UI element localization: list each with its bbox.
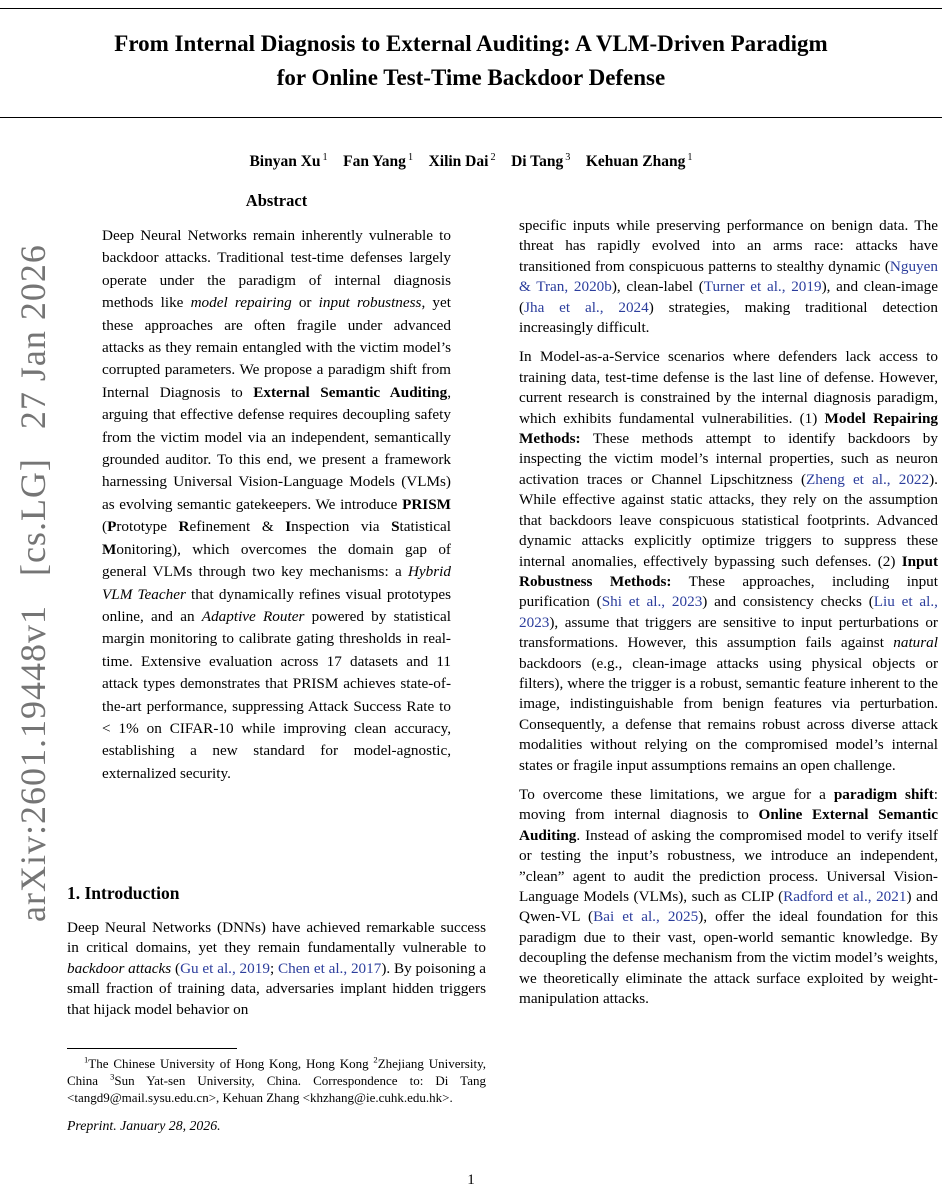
authors-line (0, 153, 942, 171)
text-segment: R (178, 518, 190, 536)
text-segment: efinement & (189, 518, 286, 536)
text-segment: ) and Qwen-VL ( (519, 888, 938, 926)
text-segment: Xilin Dai (428, 153, 489, 170)
paper-title (0, 27, 942, 95)
text-segment: 2 (488, 151, 496, 163)
text-segment: model repairing (190, 294, 292, 312)
text-segment: , arguing that effective defense requires decoupling safety from the victim model via an independent, semantically grounded auditor. To this end, we present a framework harnessing Universal Vision-Language Models (VLMs) as evolving semantic gatekeepers. We introduce (102, 383, 451, 513)
text-segment: Adaptive Router (201, 607, 305, 625)
text-segment: I (285, 518, 292, 536)
text-segment: The Chinese University of Hong Kong, Hong Kong (88, 1056, 374, 1071)
text-segment: 1 (405, 151, 414, 163)
paper-title-line2: for Online Test-Time Backdoor Defense (276, 65, 666, 90)
abstract-paragraph (102, 225, 451, 785)
text-segment: These methods attempt to identify backdoors by inspecting the victim model’s internal properties, such as neuron activation traces or Channel Lipschitzness ( (519, 430, 938, 488)
text-segment: ; (269, 959, 278, 977)
citation-link[interactable]: Radford et al., 2021 (783, 888, 907, 905)
text-segment: 1 (320, 151, 328, 163)
text-segment: specific inputs while preserving performance on benign data. The threat has rapidly evolved into an arms race: attacks have transitioned from conspicuous patterns to stealthy dynamic ( (519, 217, 938, 275)
text-segment: 2 (373, 1054, 378, 1065)
text-segment: Di Tang (511, 153, 564, 170)
text-segment: Binyan Xu (249, 153, 321, 170)
text-segment: Input Robustness Methods: (519, 552, 938, 590)
text-segment: These approaches, including input purification ( (519, 572, 938, 611)
text-segment: ), assume that triggers are sensitive to input perturbations or transformations. However, this assumption fails against (519, 613, 938, 652)
text-segment: ), clean-label ( (611, 278, 704, 296)
text-segment (496, 153, 512, 170)
text-segment: PRISM (402, 495, 451, 513)
left-column (67, 188, 486, 1148)
top-rule (0, 8, 942, 9)
text-segment: powered by statistical margin monitoring to calibrate gating thresholds in real-time. Extensive evaluation across 17 datasets and 11 attack types demonstrates that PRISM achieves state-of-the-art performance, suppressing Attack Success Rate to < 1% on CIFAR-10 while improving clean accuracy, establishing a new standard for model-agnostic, externalized security. (102, 607, 451, 782)
text-segment: rototype (116, 518, 179, 536)
text-segment: onitoring), which overcomes the domain gap of general VLMs through two key mechanisms: a (102, 540, 451, 581)
text-segment: Kehuan Zhang (585, 153, 686, 170)
text-segment: ), offer the ideal foundation for this paradigm due to their vast, open-world semantic knowledge. By decoupling the defense mechanism from the victim model’s weights, we theoretically eliminate the attack surface exploited by weight-manipulation attacks. (519, 908, 939, 1008)
text-segment: backdoors (e.g., clean-image attacks using physical objects or filters), where the trigger is a robust, semantic feature inherent to the image, indistinguishable from benign features via perturbation. Consequently, a defense that remains robust across diverse attack modalities without relying on the compromised model’s internal states or fragile input assumptions remains an open challenge. (519, 654, 938, 774)
text-segment (413, 153, 429, 170)
text-segment: ) strategies, making traditional detection increasingly difficult. (519, 298, 938, 337)
body-paragraph-3 (519, 785, 938, 1009)
text-segment: : moving from internal diagnosis to (519, 785, 938, 824)
page-number: 1 (467, 1172, 475, 1188)
text-segment: ). While effective against static attacks, they rely on the assumption that backdoors leave conspicuous statistical footprints. Advanced dynamic attacks explicitly optimize triggers to suppress these internal anomalies, effectively bypassing such defenses. (2) (519, 470, 938, 570)
text-segment: In Model-as-a-Service scenarios where defenders lack access to training data, test-time defense is the last line of defense. However, current research is constrained by the internal diagnosis paradigm, which exhibits fundamental vulnerabilities. (1) (519, 348, 938, 427)
text-segment: ). By poisoning a small fraction of training data, adversaries implant hidden triggers that hijack model behavior on (67, 959, 486, 1018)
text-segment: ( (102, 518, 108, 536)
text-segment: 1 (685, 151, 693, 163)
text-segment: Fan Yang (343, 153, 406, 170)
text-segment: 1 (84, 1054, 89, 1065)
text-segment: Hybrid VLM Teacher (102, 563, 451, 603)
abstract-heading: Abstract (245, 191, 308, 210)
text-segment: natural (893, 634, 938, 652)
text-segment: To overcome these limitations, we argue for a (519, 785, 834, 803)
text-segment: Online External Semantic Auditing (519, 806, 938, 844)
citation-link[interactable]: Chen et al., 2017 (277, 959, 382, 977)
text-segment: 3 (110, 1071, 115, 1082)
arxiv-watermark: arXiv:2601.19448v1 [cs.LG] 27 Jan 2026 (13, 244, 53, 922)
text-segment: ), and clean-image ( (519, 278, 938, 316)
text-segment: input robustness (318, 294, 422, 312)
citation-link[interactable]: Nguyen & Tran, 2020b (519, 257, 938, 296)
text-segment: nspection via (291, 518, 392, 536)
text-segment: P (107, 518, 117, 536)
text-segment: backdoor attacks (67, 959, 172, 977)
citation-link[interactable]: Bai et al., 2025 (593, 908, 699, 926)
text-segment (328, 153, 344, 170)
text-segment: ) and consistency checks ( (702, 593, 874, 611)
citation-link[interactable]: Liu et al., 2023 (519, 593, 938, 631)
citation-link[interactable]: Jha et al., 2024 (524, 298, 649, 316)
text-segment: , yet these approaches are often fragile under advanced attacks as they remain entangled with the victim model’s corrupted parameters. We propose a paradigm shift from Internal Diagnosis to (102, 294, 451, 401)
introduction-section (67, 883, 486, 1020)
text-segment: S (391, 518, 400, 536)
footnote-rule (67, 1048, 237, 1049)
text-segment: . Instead of asking the compromised model to verify itself or testing the input’s robustness, we introduce an independent, ”clean” agent to audit the prediction process. Universal Vision-Language Models (VLMs), such as CLIP ( (519, 826, 938, 905)
title-rule (0, 117, 942, 118)
text-segment: External Semantic Auditing (253, 383, 448, 401)
text-segment: M (102, 540, 117, 558)
citation-link[interactable]: Gu et al., 2019 (180, 959, 270, 977)
text-segment: ( (171, 959, 181, 977)
citation-link[interactable]: Zheng et al., 2022 (806, 470, 930, 488)
footnote-block (67, 1048, 486, 1134)
section-heading-introduction: 1. Introduction (67, 883, 180, 903)
preprint-note: Preprint. January 28, 2026. (67, 1118, 221, 1134)
intro-paragraph (67, 918, 486, 1020)
text-segment: Deep Neural Networks (DNNs) have achieved remarkable success in critical domains, yet they remain fundamentally vulnerable to (67, 919, 486, 957)
citation-link[interactable]: Shi et al., 2023 (601, 593, 703, 611)
affiliation-footnote (67, 1056, 486, 1106)
body-paragraph-1 (519, 216, 938, 338)
text-segment: paradigm shift (833, 785, 934, 803)
text-segment: 3 (563, 151, 571, 163)
text-segment: that dynamically refines visual prototypes online, and an (102, 585, 452, 625)
text-segment: Sun Yat-sen University, China. Correspondence to: Di Tang <tangd9@mail.sysu.edu.cn>, Kehuan Zhang <khzhang@ie.cuhk.edu.hk>. (67, 1072, 486, 1105)
text-segment: Zhejiang University, China (67, 1056, 486, 1088)
body-paragraph-2 (519, 347, 938, 776)
right-column (519, 216, 938, 1009)
paper-title-line1: From Internal Diagnosis to External Auditing: A VLM-Driven Paradigm (114, 31, 828, 56)
text-segment (570, 153, 586, 170)
text-segment: tatistical (399, 518, 451, 536)
text-segment: Model Repairing Methods: (519, 409, 938, 448)
text-segment: or (291, 294, 319, 312)
text-segment: Deep Neural Networks remain inherently vulnerable to backdoor attacks. Traditional test-time defenses largely operate under the paradigm of internal diagnosis methods like (102, 227, 451, 312)
citation-link[interactable]: Turner et al., 2019 (703, 278, 822, 296)
